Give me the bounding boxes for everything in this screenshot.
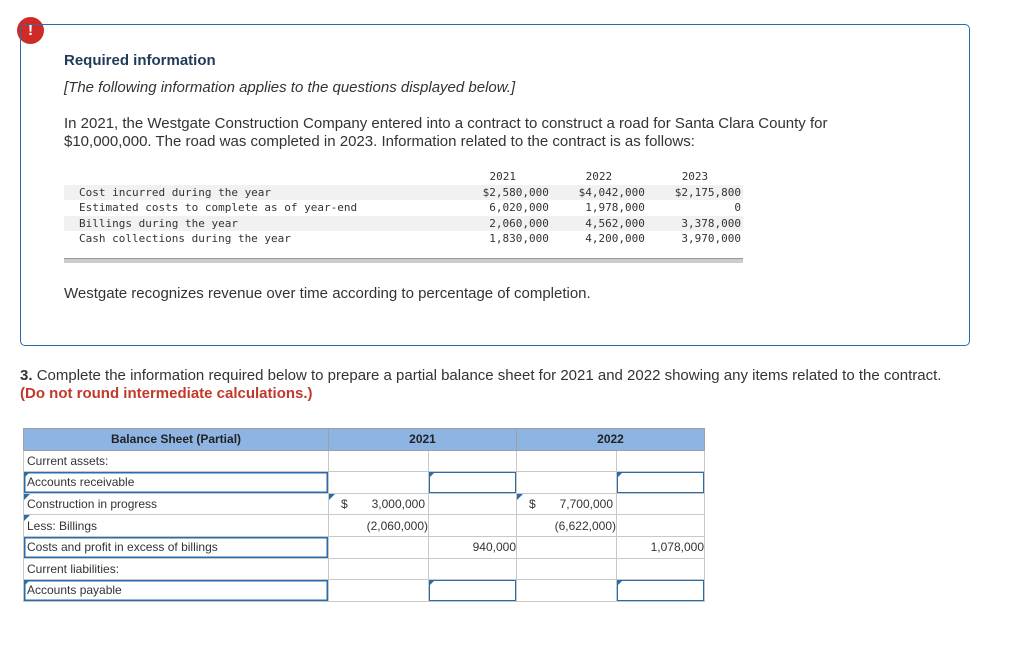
cell-value: 6,020,000 xyxy=(489,201,549,214)
dropdown-marker-icon xyxy=(24,494,30,500)
year-header-2021: 2021 xyxy=(329,429,517,451)
table-row xyxy=(24,450,705,472)
accounts-payable-2022-input[interactable] xyxy=(617,580,705,602)
input-marker-icon xyxy=(617,472,623,478)
input-marker-icon xyxy=(429,580,435,586)
row-label: Billings during the year xyxy=(64,216,455,232)
question-number: 3. xyxy=(20,367,33,384)
cell-value: 4,562,000 xyxy=(551,216,647,232)
dollar-sign: $ xyxy=(341,497,348,512)
row-label: Current assets: xyxy=(24,450,329,472)
cell-value: 3,970,000 xyxy=(681,232,741,245)
table-row xyxy=(24,493,705,515)
cip-2021-input[interactable] xyxy=(329,493,429,515)
table-row xyxy=(24,472,705,494)
year-header: 2021 xyxy=(489,170,517,183)
input-marker-icon xyxy=(329,494,335,500)
cell-value: $4,042,000 xyxy=(551,185,647,201)
cip-2022-input[interactable] xyxy=(517,493,617,515)
costs-profit-excess-billings-label[interactable]: Costs and profit in excess of billings xyxy=(24,536,329,558)
cell-value: 0 xyxy=(734,201,741,214)
input-marker-icon xyxy=(517,494,523,500)
billings-2021-input[interactable]: (2,060,000) xyxy=(329,515,429,537)
input-marker-icon xyxy=(617,580,623,586)
cip-2022-value: 7,700,000 xyxy=(559,497,613,512)
alert-icon: ! xyxy=(17,17,44,44)
table-row xyxy=(64,200,743,216)
contract-data-table xyxy=(64,169,743,247)
excess-2021-value: 940,000 xyxy=(429,536,517,558)
construction-in-progress-label[interactable]: Construction in progress xyxy=(24,493,329,515)
cell-value: $2,175,800 xyxy=(647,185,743,201)
accounts-receivable-2021-input[interactable] xyxy=(429,472,517,494)
row-label: Cash collections during the year xyxy=(79,232,291,245)
year-header: 2022 xyxy=(585,170,613,183)
excess-2022-value: 1,078,000 xyxy=(617,536,705,558)
row-label: Cost incurred during the year xyxy=(64,185,455,201)
less-billings-label[interactable]: Less: Billings xyxy=(24,515,329,537)
table-row xyxy=(64,185,743,201)
info-subheading: [The following information applies to the questions displayed below.] xyxy=(64,79,516,96)
table-row xyxy=(24,580,705,602)
dropdown-marker-icon xyxy=(24,472,30,478)
accounts-receivable-label-dropdown[interactable]: Accounts receivable xyxy=(24,472,329,494)
table-row xyxy=(64,216,743,232)
table-divider xyxy=(64,258,743,263)
table-header-row xyxy=(64,169,743,185)
cell-value: 1,830,000 xyxy=(489,232,549,245)
cell-value: 3,378,000 xyxy=(647,216,743,232)
cell-value: 1,978,000 xyxy=(585,201,645,214)
question-note: (Do not round intermediate calculations.) xyxy=(20,385,313,402)
accounts-receivable-2022-input[interactable] xyxy=(617,472,705,494)
cip-2021-value: 3,000,000 xyxy=(371,497,425,512)
question-prompt xyxy=(20,367,960,403)
balance-sheet-title: Balance Sheet (Partial) xyxy=(24,429,329,451)
row-label: Current liabilities: xyxy=(24,558,329,580)
table-row xyxy=(24,536,705,558)
question-text: Complete the information required below to prepare a partial balance sheet for 2021 and 2022 showing any items related to the contract. xyxy=(36,367,942,384)
info-intro: In 2021, the Westgate Construction Company entered into a contract to construct a road for Santa Clara County for $10,000,000. The road was completed in 2023. Information related to the contract is as follows: xyxy=(64,115,828,150)
info-footer: Westgate recognizes revenue over time according to percentage of completion. xyxy=(64,285,591,302)
dropdown-marker-icon xyxy=(24,515,30,521)
cell-value: 4,200,000 xyxy=(585,232,645,245)
accounts-payable-label-dropdown[interactable]: Accounts payable xyxy=(24,580,329,602)
year-header-2022: 2022 xyxy=(517,429,705,451)
input-marker-icon xyxy=(429,472,435,478)
dropdown-marker-icon xyxy=(24,580,30,586)
row-label: Estimated costs to complete as of year-end xyxy=(79,201,358,214)
info-heading: Required information xyxy=(64,52,216,69)
billings-2022-input[interactable]: (6,622,000) xyxy=(517,515,617,537)
cell-value: $2,580,000 xyxy=(455,185,551,201)
year-header: 2023 xyxy=(681,170,709,183)
balance-sheet-table xyxy=(23,428,705,602)
table-row xyxy=(24,515,705,537)
accounts-payable-2021-input[interactable] xyxy=(429,580,517,602)
cell-value: 2,060,000 xyxy=(455,216,551,232)
dollar-sign: $ xyxy=(529,497,536,512)
balance-sheet-header xyxy=(24,429,705,451)
table-row xyxy=(24,558,705,580)
required-information-panel xyxy=(20,24,970,346)
table-row xyxy=(64,231,743,247)
